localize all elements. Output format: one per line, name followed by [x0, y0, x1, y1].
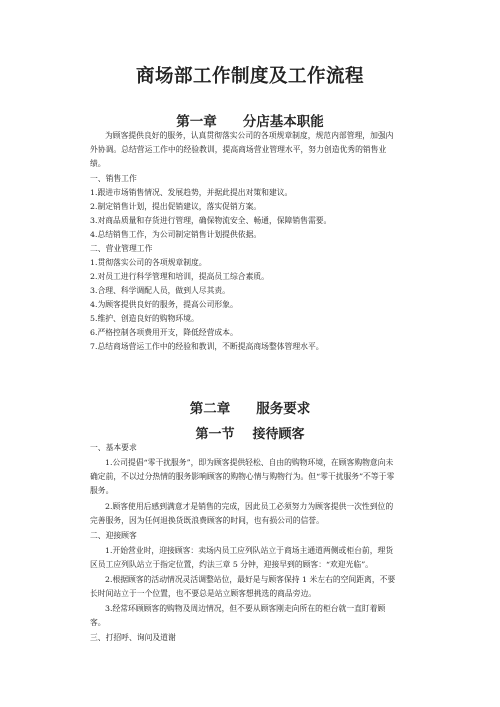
paragraph-line: 完善服务，因为任何退换货既浪费顾客的时间，也有损公司的信誉。 [90, 516, 324, 525]
paragraph-line: 2.顾客使用后感到满意才是销售的完成，因此员工必须努力为顾客提供一次性到位的 [105, 502, 394, 511]
paragraph-line: 3.经常环顾顾客的购物及周边情况，但不要从顾客刚走向所在的柜台就一直盯着顾 [105, 604, 386, 613]
section-1-title [0, 423, 500, 442]
paragraph-line: 长时间站立于一个位置，也不要总是站立顾客想挑选的商品旁边。 [90, 589, 317, 598]
section-heading: 二、营业管理工作 [90, 244, 153, 253]
paragraph-line: 1.开始营业时，迎接顾客：卖场内员工应列队站立于商场主通道两侧或柜台前，理货 [105, 546, 394, 555]
paragraph-line: 1.公司提倡“零干扰服务”，即为顾客提供轻松、自由的购物环境，在顾客购物意向未 [105, 458, 394, 467]
chapter-2-number: 第二章 [189, 401, 231, 417]
chapter-1-title [0, 110, 500, 130]
list-item: 1.跟进市场销售情况、发展趋势，并据此提出对策和建议。 [90, 188, 293, 197]
chapter-1-number: 第一章 [176, 114, 217, 130]
paragraph-line: 区员工应列队站立于指定位置，约法三章 5 分钟，迎接早到的顾客：“欢迎光临”。 [90, 560, 373, 569]
list-item: 3.对商品质量和存货进行管理，确保物流安全、畅通，保障销售需要。 [90, 216, 332, 225]
chapter-1-intro-line: 绩。 [90, 159, 106, 168]
chapter-1-name: 分店基本职能 [242, 114, 324, 130]
list-item: 2.对员工进行科学管理和培训，提高员工综合素质。 [90, 272, 269, 281]
section-heading: 一、基本要求 [90, 443, 137, 452]
chapter-1-intro-line: 为顾客提供良好的服务，认真贯彻落实公司的各项规章制度，规范内部管理，加强内 [105, 131, 394, 140]
list-item: 4.总结销售工作，为公司制定销售计划提供依据。 [90, 230, 262, 239]
paragraph-line: 客。 [90, 618, 106, 627]
document-title: 商场部工作制度及工作流程 [135, 66, 364, 87]
chapter-2-name: 服务要求 [256, 401, 311, 417]
list-item: 4.为顾客提供良好的服务，提高公司形象。 [90, 300, 238, 309]
paragraph-line: 2.根据顾客的活动情况灵活调整站位，最好是与顾客保持 1 米左右的空间距离，不要 [105, 575, 396, 584]
list-item: 5.维护、创造良好的购物环境。 [90, 314, 199, 323]
section-heading: 三、打招呼、询问及道谢 [90, 633, 176, 642]
section-1-number: 第一节 [195, 427, 235, 442]
chapter-2-title [0, 397, 500, 417]
chapter-1-intro-line: 外协调。总结营运工作中的经验教训，提高商场营业管理水平，努力创造优秀的销售业 [90, 145, 387, 154]
section-1-name: 接待顾客 [252, 427, 305, 442]
list-item: 1.贯彻落实公司的各项规章制度。 [90, 258, 207, 267]
paragraph-line: 服务。 [90, 486, 114, 495]
list-item: 2.制定销售计划，提出促销建议，落实促销方案。 [90, 202, 262, 211]
section-heading: 二、迎接顾客 [90, 531, 137, 540]
list-item: 3.合理、科学调配人员，做到人尽其责。 [90, 286, 230, 295]
paragraph-line: 确定前，不以过分热情的服务影响顾客的购物心情与购物行为。但“零干扰服务”不等于零 [90, 472, 395, 481]
list-item: 6.严格控制各项费用开支，降低经营成本。 [90, 328, 238, 337]
list-item: 7.总结商场营运工作中的经验和教训，不断提高商场整体管理水平。 [90, 342, 324, 351]
section-heading: 一、销售工作 [90, 174, 137, 183]
